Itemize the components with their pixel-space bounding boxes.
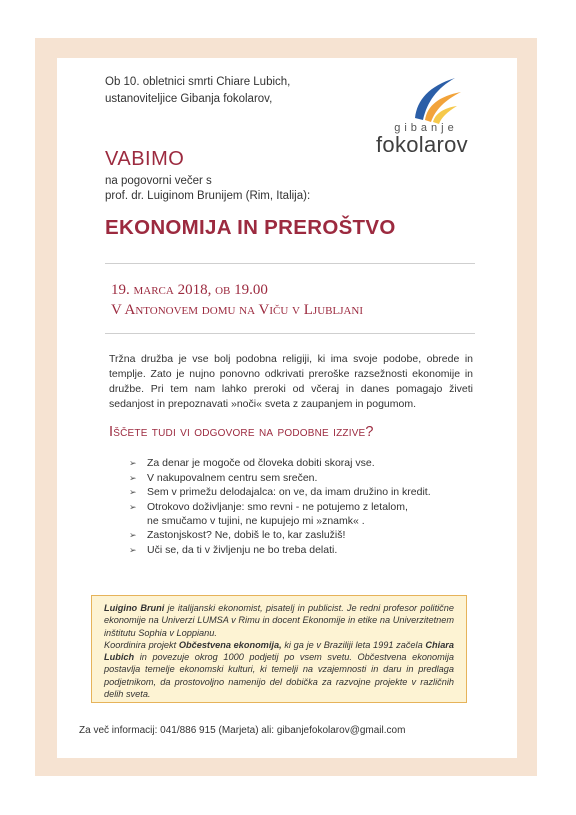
date-month: marca [133,282,174,298]
intro-paragraph: Tržna družba je vse bolj podobna religiji, ki ima svoje podobe, obrede in templje. Zato je nujno ponovno odkrivati preroške razsežnosti ekonomije in družbe. Pri tem nam lahko preroki od včeraj in danes pomagajo živeti sedanjost in prepoznavati »noči« sveta z zaupanjem in pogumom. [109,353,473,410]
bio-text-1: je italijanski ekonomist, pisatelj in publicist. Je redni profesor politične ekonomije na Univerzi LUMSA v Rimu in docent Ekonomije in etike na Univerzitetnem inštitutu Sophia v Loppianu. [104,603,454,638]
contact-info: Za več informacij: 041/886 915 (Marjeta) ali: gibanjefokolarov@gmail.com [79,725,406,736]
list-item [129,471,469,485]
date-day: 19. [111,282,134,298]
list-item [129,500,469,528]
bullet-list [129,456,469,557]
date-time: 19.00 [230,282,268,298]
bullet-text: Sem v primežu delodajalca: on ve, da imam družino in kredit. [147,486,431,498]
arrow-bullet-icon: ➢ [129,472,137,483]
date-year: 2018, [173,282,216,298]
event-place: V Antonovem domu na Viču v Ljubljani [111,302,364,318]
event-date [111,280,471,300]
bio-text-2c: in povezuje okrog 1000 podjetij po vsem svetu. Občestvena ekonomija postavlja temelje ekonomski kulturi, ki temelji na vzajemnosti in daru in predlaga podjetnikom, da prostovoljno namenijo del dobička za razvojne projekte v različnih delih sveta. [104,652,454,700]
bullet-text: V nakupovalnem centru sem srečen. [147,471,318,484]
list-item [129,456,469,470]
divider-bottom [105,333,475,334]
intro-line-1: Ob 10. obletnici smrti Chiare Lubich, [105,76,291,88]
arrow-bullet-icon: ➢ [129,501,137,512]
flyer-page [57,58,517,758]
arrow-bullet-icon: ➢ [129,487,137,497]
vabimo-heading: VABIMO [105,148,185,170]
bullet-text: Otrokovo doživljanje: smo revni - ne potujemo z letalom, ne smučamo v tujini, ne kupujejo mi »znamk« . [147,500,408,527]
intro-text [105,74,345,108]
arrow-bullet-icon: ➢ [129,458,137,468]
intro-line-2: ustanoviteljice Gibanja fokolarov, [105,93,273,105]
bio-text-2b: ki ga je v Braziliji leta 1991 začela [281,639,426,650]
invite-subtitle [105,174,445,204]
arrow-bullet-icon: ➢ [129,544,137,555]
list-item [129,485,469,499]
question-heading: Iščete tudi vi odgovore na podobne izzive? [109,424,374,440]
bullet-text: Za denar je mogoče od človeka dobiti skoraj vse. [147,457,375,469]
bio-box [91,595,467,703]
event-date-place [111,280,471,320]
gibanje-fokolarov-logo [363,72,481,172]
bullet-text: Uči se, da ti v življenju ne bo treba delati. [147,543,338,556]
invite-line-2: prof. dr. Luiginom Brunijem (Rim, Italija): [105,190,311,202]
date-ob: ob [215,282,231,298]
arrow-bullet-icon: ➢ [129,530,137,540]
logo-word-gibanje: gibanje [394,122,458,134]
bio-project: Občestvena ekonomija, [178,639,282,650]
bullet-text: Zastonjskost? Ne, dobiš le to, kar zaslužiš! [147,529,346,541]
bio-name: Luigino Bruni [104,603,165,613]
bio-text-2a: Koordinira projekt [104,639,179,650]
list-item [129,528,469,542]
invite-line-1: na pogovorni večer s [105,175,212,187]
event-title: EKONOMIJA IN PREROŠTVO [105,216,396,239]
bio-founder: Chiara Lubich [104,639,454,663]
divider-top [105,263,475,264]
logo-word-fokolarov: fokolarov [376,132,468,157]
list-item [129,543,469,557]
